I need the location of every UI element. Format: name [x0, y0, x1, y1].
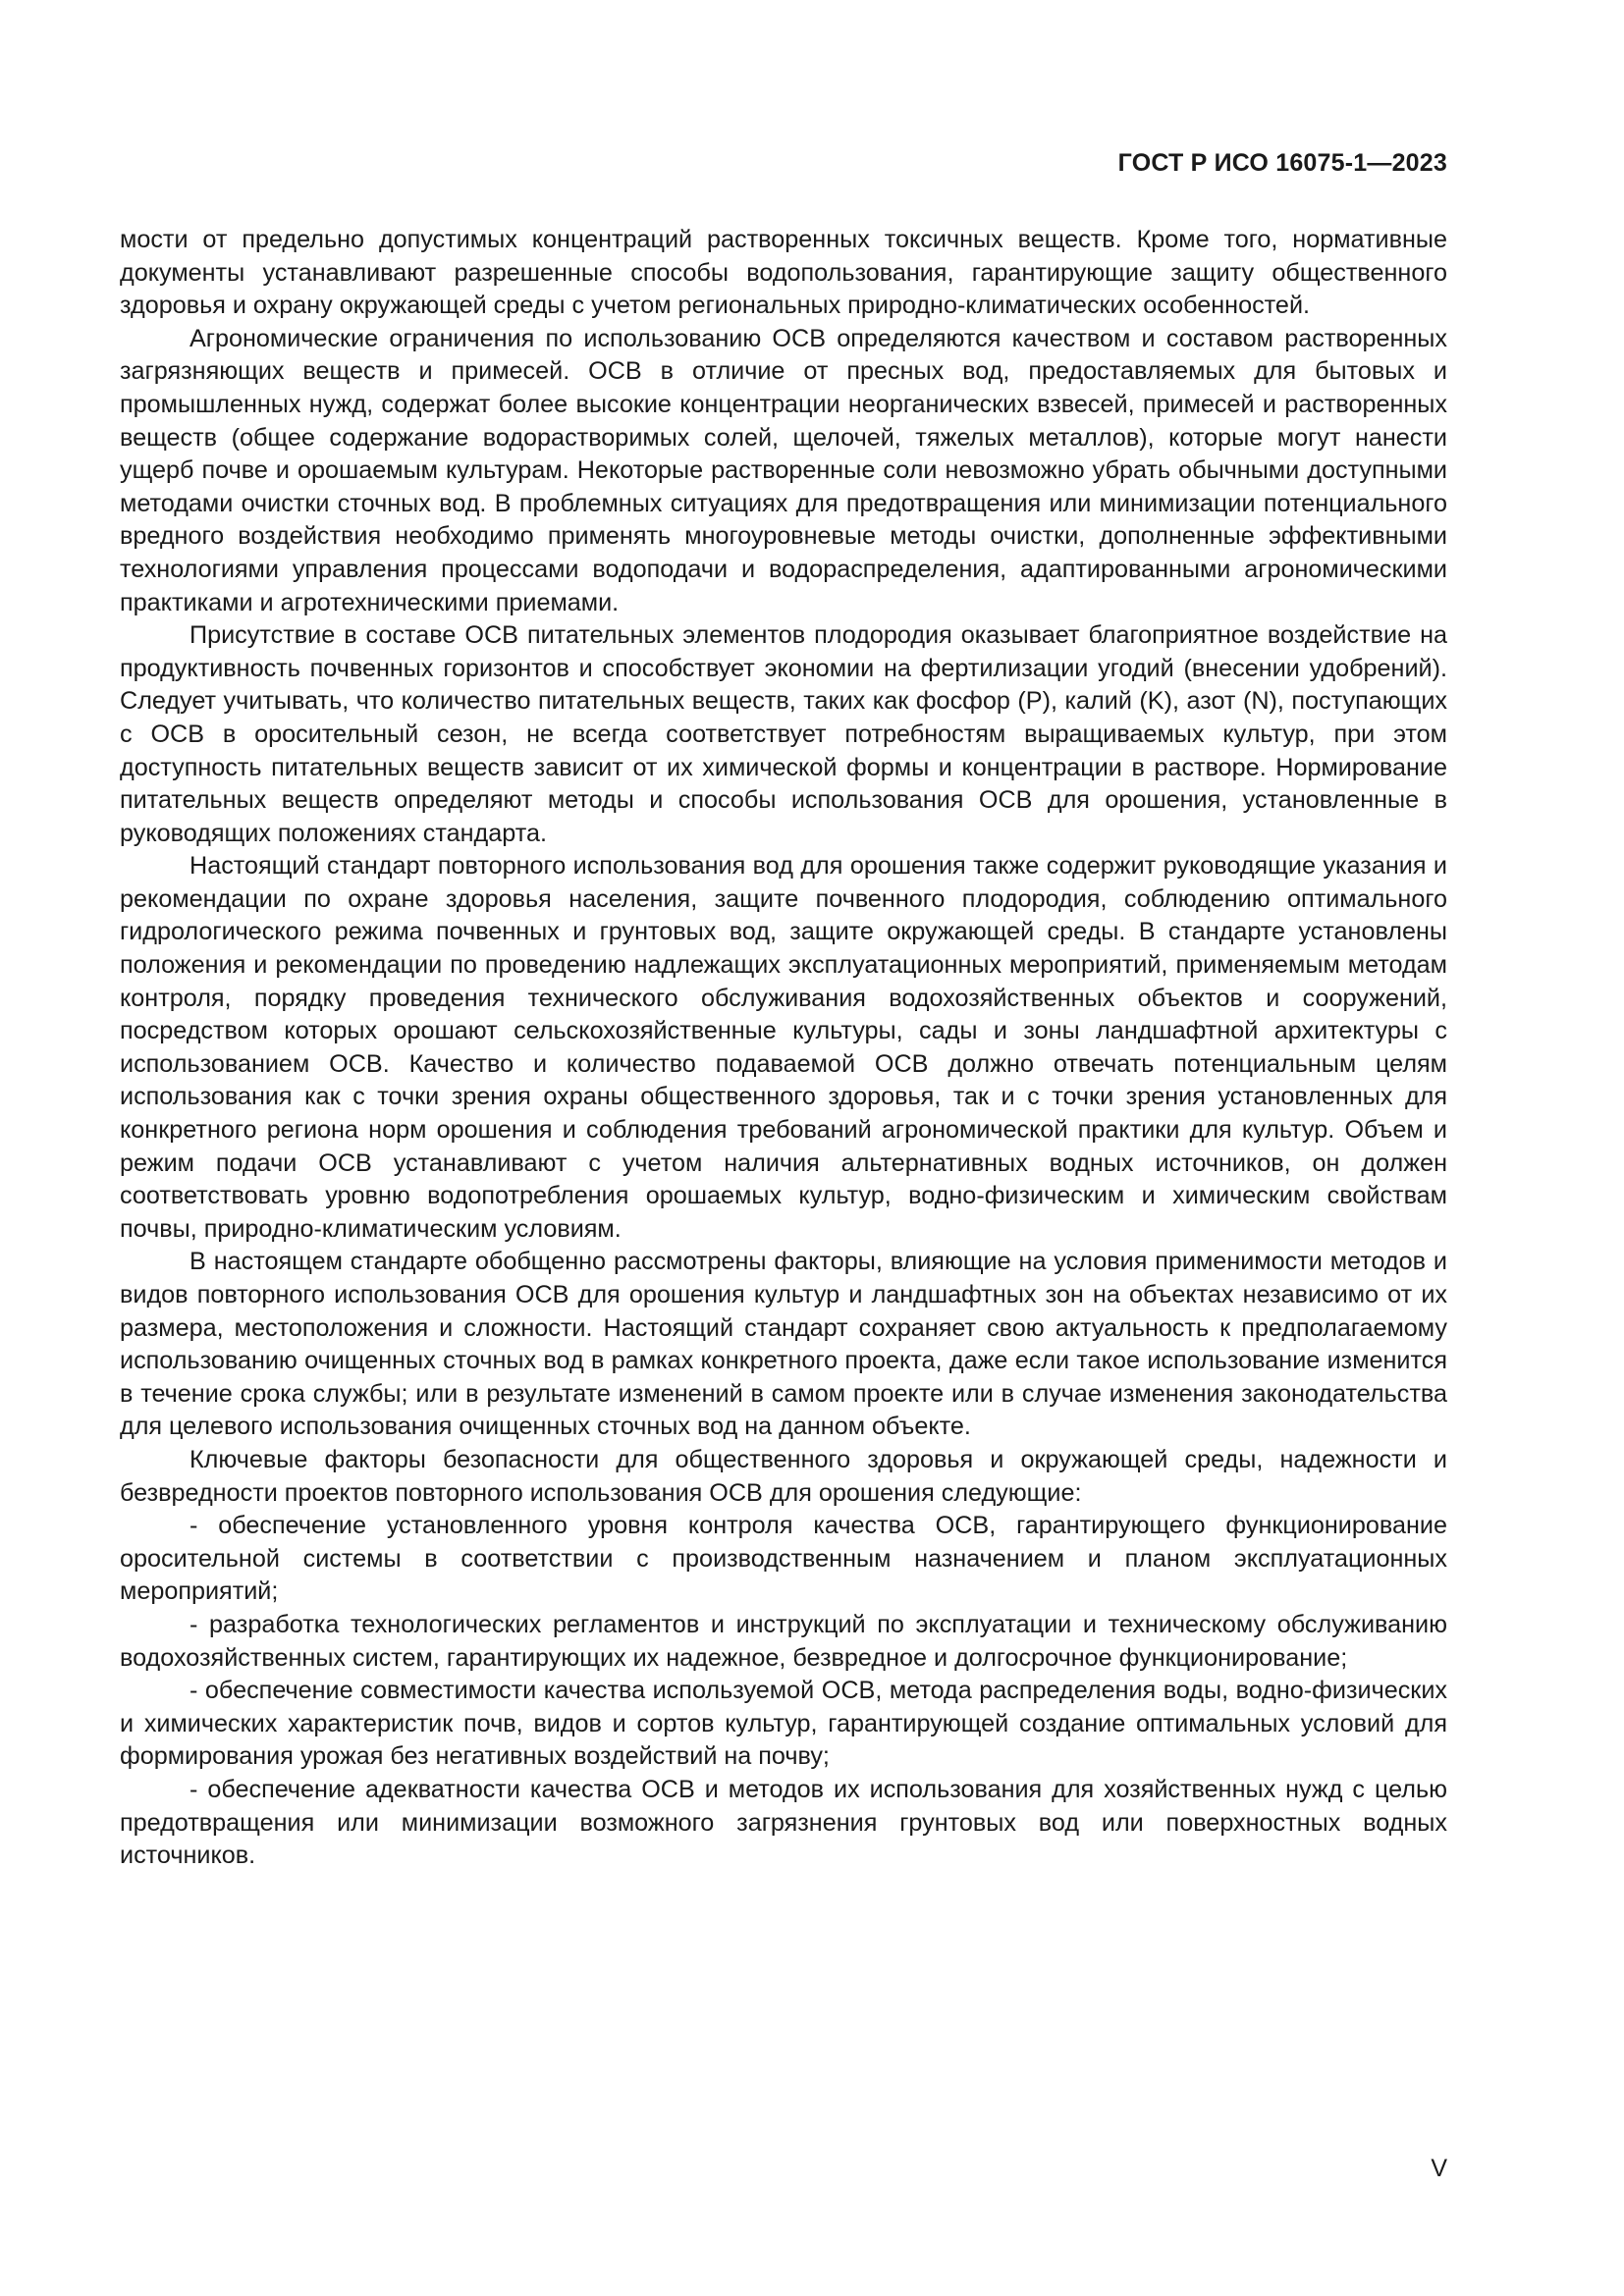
document-body	[120, 224, 1447, 1873]
list-item-adequacy: - обеспечение адекватности качества ОСВ и методов их использования для хозяйственных нужд с целью предотвращения или минимизации возможного загрязнения грунтовых вод или поверхностных водных источников.	[120, 1775, 1447, 1870]
paragraph-nutrients: Присутствие в составе ОСВ питательных элементов плодородия оказывает благоприятное воздействие на продуктивность почвенных горизонтов и способствует экономии на фертилизации угодий (внесении удобрений). Следует учитывать, что количество питательных веществ, таких как фосфор (P), калий (K), азот (N), поступающих с ОСВ в оросительный сезон, не всегда соответствует потребностям выращиваемых культур, при этом доступность питательных веществ зависит от их химической формы и концентрации в растворе. Нормирование питательных веществ определяют методы и способы использования ОСВ для орошения, установленные в руководящих положениях стандарта.	[120, 621, 1447, 847]
list-item-regulations: - разработка технологических регламентов и инструкций по эксплуатации и техническому обслуживанию водохозяйственных систем, гарантирующих их надежное, безвредное и долгосрочное функционирование;	[120, 1610, 1447, 1672]
paragraph-key-factors-intro: Ключевые факторы безопасности для общественного здоровья и окружающей среды, надежности и безвредности проектов повторного использования ОСВ для орошения следующие:	[120, 1445, 1447, 1507]
paragraph-factors: В настоящем стандарте обобщенно рассмотрены факторы, влияющие на условия применимости методов и видов повторного использования ОСВ для орошения культур и ландшафтных зон на объектах независимо от их размера, местоположения и сложности. Настоящий стандарт сохраняет свою актуальность к предполагаемому использованию очищенных сточных вод в рамках конкретного проекта, даже если такое использование изменится в течение срока службы; или в результате изменений в самом проекте или в случае изменения законодательства для целевого использования очищенных сточных вод на данном объекте.	[120, 1248, 1447, 1441]
paragraph-continuation: мости от предельно допустимых концентраций растворенных токсичных веществ. Кроме того, нормативные документы устанавливают разрешенные способы водопользования, гарантирующие защиту общественного здоровья и охрану окружающей среды с учетом региональных природно-климатических особенностей.	[120, 226, 1447, 320]
list-item-quality-control: - обеспечение установленного уровня контроля качества ОСВ, гарантирующего функционирование оросительной системы в соответствии с производственным назначением и планом эксплуатационных мероприятий;	[120, 1512, 1447, 1606]
paragraph-standard-scope: Настоящий стандарт повторного использования вод для орошения также содержит руководящие указания и рекомендации по охране здоровья населения, защите почвенного плодородия, соблюдению оптимального гидрологического режима почвенных и грунтовых вод, защите окружающей среды. В стандарте установлены положения и рекомендации по проведению надлежащих эксплуатационных мероприятий, применяемым методам контроля, порядку проведения технического обслуживания водохозяйственных объектов и сооружений, посредством которых орошают сельскохозяйственные культуры, сады и зоны ландшафтной архитектуры с использованием ОСВ. Качество и количество подаваемой ОСВ должно отвечать потенциальным целям использования как с точки зрения охраны общественного здоровья, так и с точки зрения установленных для конкретного региона норм орошения и соблюдения требований агрономической практики для культур. Объем и режим подачи ОСВ устанавливают с учетом наличия альтернативных водных источников, он должен соответствовать уровню водопотребления орошаемых культур, водно-физическим и химическим свойствам почвы, природно-климатическим условиям.	[120, 852, 1447, 1243]
page-number: V	[1431, 2155, 1447, 2182]
list-item-compatibility: - обеспечение совместимости качества используемой ОСВ, метода распределения воды, водно-физических и химических характеристик почв, видов и сортов культур, гарантирующей создание оптимальных условий для формирования урожая без негативных воздействий на почву;	[120, 1677, 1447, 1771]
document-header-id: ГОСТ Р ИСО 16075-1—2023	[1117, 149, 1447, 177]
paragraph-agronomic-limits: Агрономические ограничения по использованию ОСВ определяются качеством и составом растворенных загрязняющих веществ и примесей. ОСВ в отличие от пресных вод, предоставляемых для бытовых и промышленных нужд, содержат более высокие концентрации неорганических взвесей, примесей и растворенных веществ (общее содержание водорастворимых солей, щелочей, тяжелых металлов), которые могут нанести ущерб почве и орошаемым культурам. Некоторые растворенные соли невозможно убрать обычными доступными методами очистки сточных вод. В проблемных ситуациях для предотвращения или минимизации потенциального вредного воздействия необходимо применять многоуровневые методы очистки, дополненные эффективными технологиями управления процессами водоподачи и водораспределения, адаптированными агрономическими практиками и агротехническими приемами.	[120, 324, 1447, 616]
